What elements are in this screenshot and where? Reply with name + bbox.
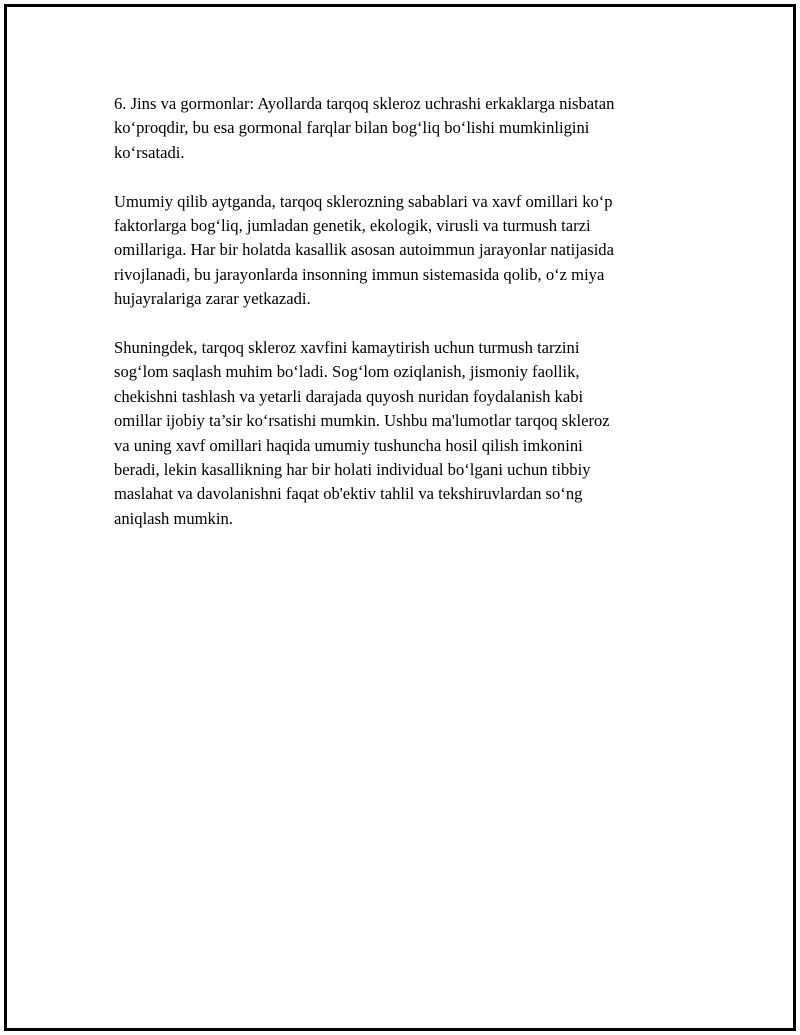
text-line: omillariga. Har bir holatda kasallik asosan autoimmun jarayonlar natijasida (114, 240, 614, 260)
text-line: aniqlash mumkin. (114, 508, 233, 528)
text-line: rivojlanadi, bu jarayonlarda insonning immun sistemasida qolib, oʻz miya (114, 264, 605, 284)
text-line: maslahat va davolanishni faqat ob'ektiv tahlil va tekshiruvlardan soʻng (114, 484, 583, 504)
document-body (114, 92, 694, 556)
text-line: sogʻlom saqlash muhim boʻladi. Sogʻlom oziqlanish, jismoniy faollik, (114, 362, 580, 382)
text-line: omillar ijobiy ta’sir koʻrsatishi mumkin. Ushbu ma'lumotlar tarqoq skleroz (114, 411, 610, 431)
text-line: va uning xavf omillari haqida umumiy tushuncha hosil qilish imkonini (114, 435, 583, 455)
text-line: koʻrsatadi. (114, 142, 185, 162)
text-line: faktorlarga bogʻliq, jumladan genetik, ekologik, virusli va turmush tarzi (114, 216, 591, 236)
text-line: Umumiy qilib aytganda, tarqoq sklerozning sabablari va xavf omillari koʻp (114, 191, 613, 211)
paragraph-umumiy-xulosa (114, 190, 694, 312)
text-line: beradi, lekin kasallikning har bir holati individual boʻlgani uchun tibbiy (114, 460, 591, 480)
text-line: 6. Jins va gormonlar: Ayollarda tarqoq skleroz uchrashi erkaklarga nisbatan (114, 94, 615, 113)
paragraph-jins-va-gormonlar (114, 92, 694, 165)
text-line: Shuningdek, tarqoq skleroz xavfini kamaytirish uchun turmush tarzini (114, 338, 580, 358)
text-line: hujayralariga zarar yetkazadi. (114, 289, 311, 309)
text-line: chekishni tashlash va yetarli darajada quyosh nuridan foydalanish kabi (114, 386, 584, 406)
text-line: koʻproqdir, bu esa gormonal farqlar bilan bogʻliq boʻlishi mumkinligini (114, 118, 590, 138)
paragraph-xavfni-kamaytirish (114, 336, 694, 531)
